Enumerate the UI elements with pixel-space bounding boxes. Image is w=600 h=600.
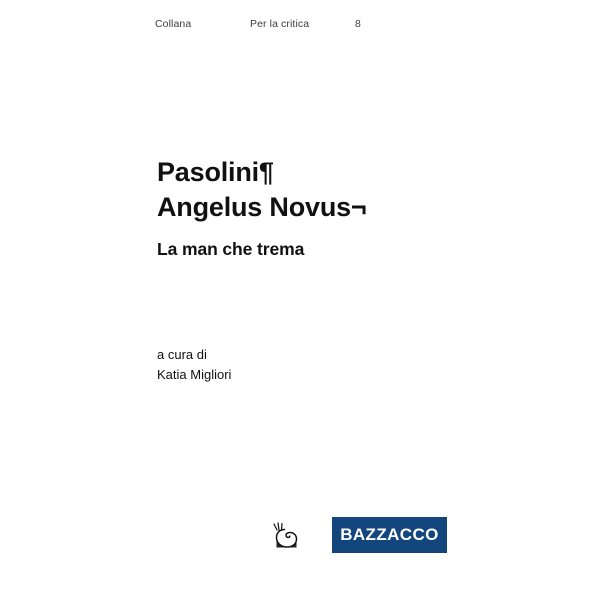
publisher-name: BAZZACCO (340, 525, 439, 544)
cover-footer (0, 517, 600, 565)
series-label: Collana (155, 18, 192, 30)
editor-prefix: a cura di (157, 347, 207, 362)
series-name: Per la critica (250, 18, 310, 30)
book-title-line-1: Pasolini¶ (157, 157, 274, 187)
swan-logo-icon (268, 520, 302, 554)
editor-block (157, 345, 457, 384)
publisher-badge (332, 517, 447, 553)
title-block (157, 155, 517, 260)
series-number: 8 (355, 18, 361, 30)
book-title-line-2: Angelus Novus¬ (157, 191, 367, 222)
book-subtitle: La man che trema (157, 239, 305, 260)
editor-name: Katia Migliori (157, 366, 232, 382)
series-header (155, 18, 455, 30)
